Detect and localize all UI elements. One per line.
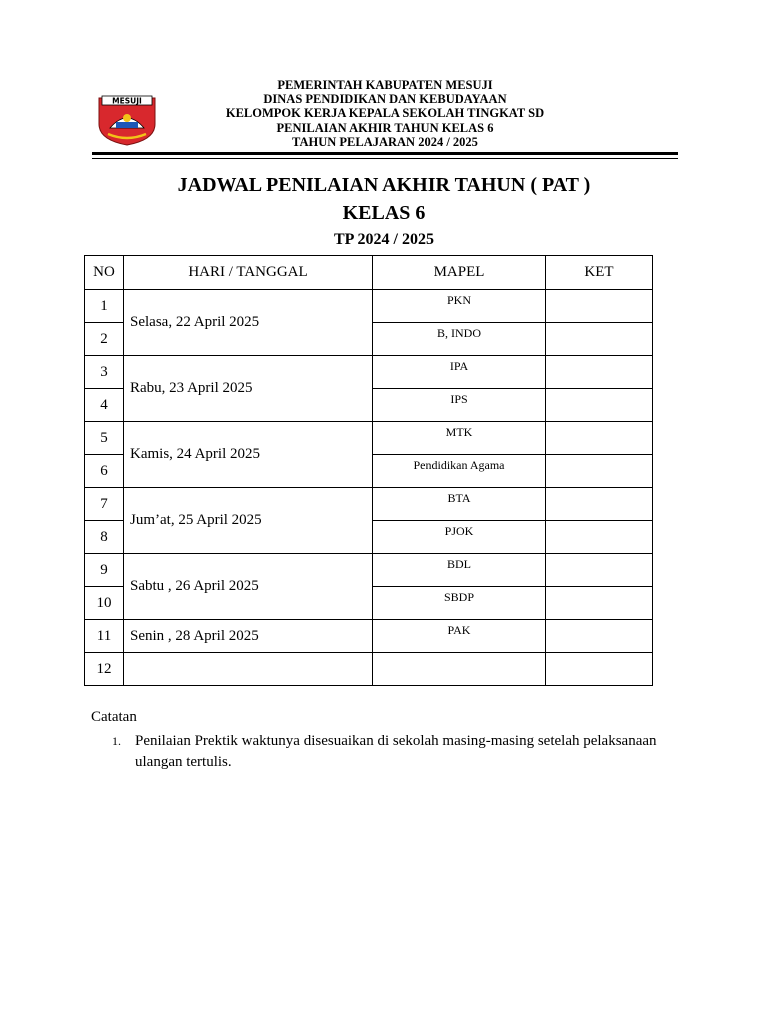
table-row <box>85 620 653 653</box>
exam-date: Rabu, 23 April 2025 <box>124 356 373 422</box>
note-cell <box>546 554 653 587</box>
row-number: 6 <box>85 455 124 488</box>
table-header-row <box>85 256 653 290</box>
subject-cell: IPA <box>373 356 546 389</box>
letterhead-line: PENILAIAN AKHIR TAHUN KELAS 6 <box>276 120 494 135</box>
letterhead-line: PEMERINTAH KABUPATEN MESUJI <box>277 78 493 92</box>
row-number: 1 <box>85 290 124 323</box>
row-number: 10 <box>85 587 124 620</box>
document-class-title: KELAS 6 <box>342 202 426 224</box>
note-cell <box>546 653 653 686</box>
header-note: KET <box>546 256 653 290</box>
row-number: 12 <box>85 653 124 686</box>
exam-date: Kamis, 24 April 2025 <box>124 422 373 488</box>
row-number: 7 <box>85 488 124 521</box>
row-number: 4 <box>85 389 124 422</box>
table-row <box>85 554 653 587</box>
schedule-table <box>84 255 653 686</box>
subject-cell: IPS <box>373 389 546 422</box>
note-text: Penilaian Prektik waktunya disesuaikan di sekolah masing-masing setelah pelaksanaan ulangan tertulis. <box>135 733 657 770</box>
table-row <box>85 356 653 389</box>
subject-cell: MTK <box>373 422 546 455</box>
district-emblem-logo <box>96 94 158 146</box>
note-cell <box>546 290 653 323</box>
subject-cell <box>373 653 546 686</box>
subject-cell: BTA <box>373 488 546 521</box>
row-number: 9 <box>85 554 124 587</box>
note-cell <box>546 422 653 455</box>
note-cell <box>546 488 653 521</box>
table-row <box>85 488 653 521</box>
letterhead-text <box>150 78 620 149</box>
table-row <box>85 290 653 323</box>
letterhead-line: KELOMPOK KERJA KEPALA SEKOLAH TINGKAT SD <box>225 106 545 121</box>
exam-date: Selasa, 22 April 2025 <box>124 290 373 356</box>
row-number: 5 <box>85 422 124 455</box>
exam-date <box>124 653 373 686</box>
notes-heading: Catatan <box>91 709 137 725</box>
exam-date: Senin , 28 April 2025 <box>124 620 373 653</box>
logo-label: MESUJI <box>112 96 142 106</box>
letterhead-line: DINAS PENDIDIKAN DAN KEBUDAYAAN <box>263 92 507 107</box>
document-title: JADWAL PENILAIAN AKHIR TAHUN ( PAT ) <box>177 174 591 196</box>
exam-date: Sabtu , 26 April 2025 <box>124 554 373 620</box>
subject-cell: PAK <box>373 620 546 653</box>
note-cell <box>546 620 653 653</box>
row-number: 3 <box>85 356 124 389</box>
subject-cell: PJOK <box>373 521 546 554</box>
subject-cell: SBDP <box>373 587 546 620</box>
subject-cell: B, INDO <box>373 323 546 356</box>
note-cell <box>546 323 653 356</box>
note-cell <box>546 587 653 620</box>
note-cell <box>546 521 653 554</box>
document-year-title: TP 2024 / 2025 <box>333 231 434 248</box>
note-cell <box>546 356 653 389</box>
table-row <box>85 422 653 455</box>
exam-date: Jum’at, 25 April 2025 <box>124 488 373 554</box>
letterhead-line: TAHUN PELAJARAN 2024 / 2025 <box>292 134 478 149</box>
subject-cell: Pendidikan Agama <box>373 455 546 488</box>
note-cell <box>546 389 653 422</box>
row-number: 8 <box>85 521 124 554</box>
header-no: NO <box>85 256 124 290</box>
note-cell <box>546 455 653 488</box>
letterhead-divider-thin <box>92 158 678 159</box>
subject-cell: PKN <box>373 290 546 323</box>
letterhead-divider-thick <box>92 152 678 155</box>
note-number: 1. <box>112 734 121 748</box>
row-number: 11 <box>85 620 124 653</box>
header-subject: MAPEL <box>373 256 546 290</box>
row-number: 2 <box>85 323 124 356</box>
header-date: HARI / TANGGAL <box>124 256 373 290</box>
table-row <box>85 653 653 686</box>
subject-cell: BDL <box>373 554 546 587</box>
